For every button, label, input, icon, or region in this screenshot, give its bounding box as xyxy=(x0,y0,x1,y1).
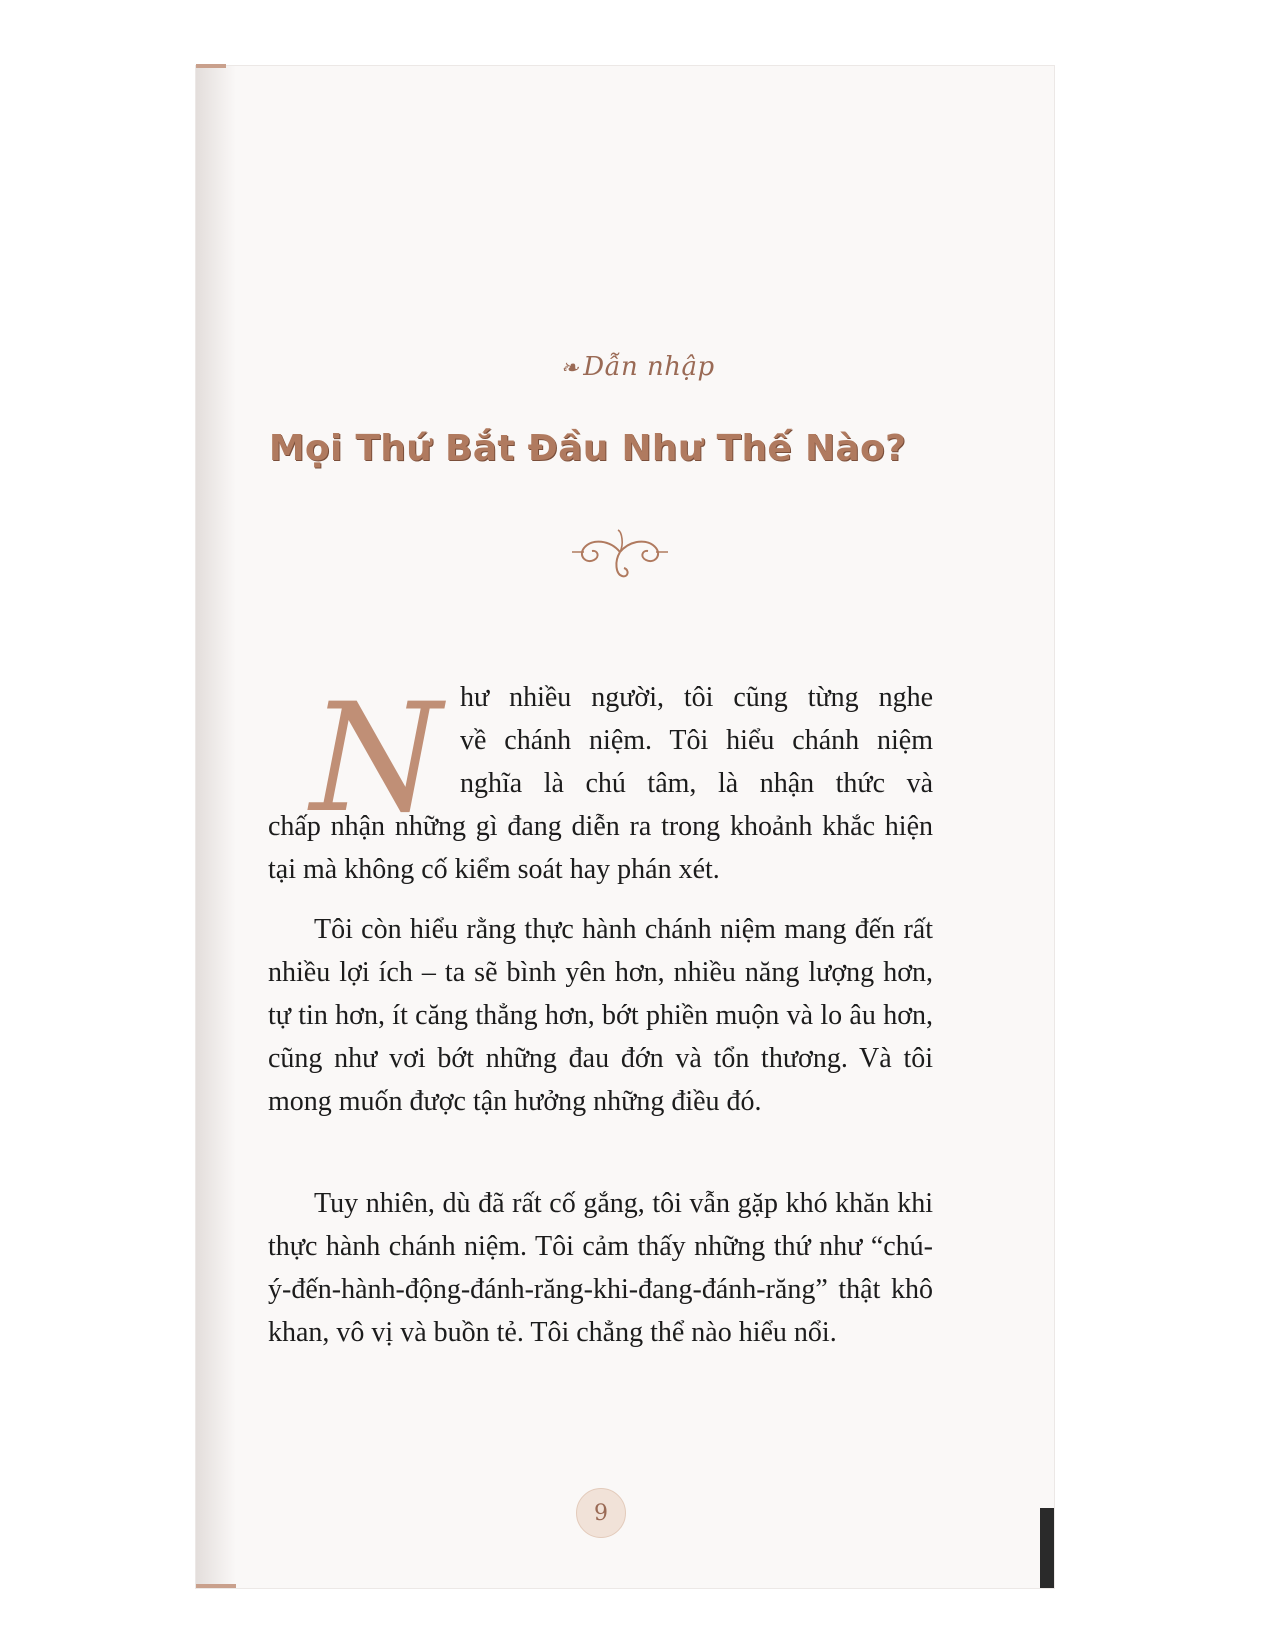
page-number-badge xyxy=(576,1488,626,1538)
page-edge-top xyxy=(196,64,226,68)
page-edge-bottom xyxy=(196,1584,236,1588)
chapter-kicker-text: Dẫn nhập xyxy=(583,352,715,382)
spine-shadow xyxy=(196,66,236,1588)
paragraph-1-line-3: nghĩa là chú tâm, là nhận thức và xyxy=(460,768,933,799)
chapter-title: Mọi Thứ Bắt Đầu Như Thế Nào? xyxy=(268,428,907,469)
book-cover-edge xyxy=(1040,1508,1054,1588)
flourish-ornament-icon xyxy=(570,522,670,582)
swash-icon: ❧ xyxy=(560,356,580,381)
paragraph-2: Tôi còn hiểu rằng thực hành chánh niệm mang đến rất nhiều lợi ích – ta sẽ bình yên hơn, nhiều năng lượng hơn, tự tin hơn, ít căng thẳng hơn, bớt phiền muộn và lo âu hơn, cũng như vơi bớt những đau đớn và tổn thương. Và tôi mong muốn được tận hưởng những điều đó. xyxy=(268,914,933,1117)
paragraph-1-line-1: hư nhiều người, tôi cũng từng nghe xyxy=(460,682,933,713)
page-number: 9 xyxy=(594,1500,608,1526)
drop-cap: N xyxy=(310,672,442,846)
paragraph-1-line-2: về chánh niệm. Tôi hiểu chánh niệm xyxy=(460,725,933,756)
paragraph-1-rest: chấp nhận những gì đang diễn ra trong khoảnh khắc hiện tại mà không cố kiểm soát hay phán xét. xyxy=(268,811,933,885)
paragraph-3: Tuy nhiên, dù đã rất cố gắng, tôi vẫn gặp khó khăn khi thực hành chánh niệm. Tôi cảm thấy những thứ như “chú-ý-đến-hành-động-đánh-răng-khi-đang-đánh-răng” thật khô khan, vô vị và buồn tẻ. Tôi chẳng thể nào hiểu nổi. xyxy=(268,1188,933,1348)
chapter-kicker xyxy=(0,352,1275,382)
